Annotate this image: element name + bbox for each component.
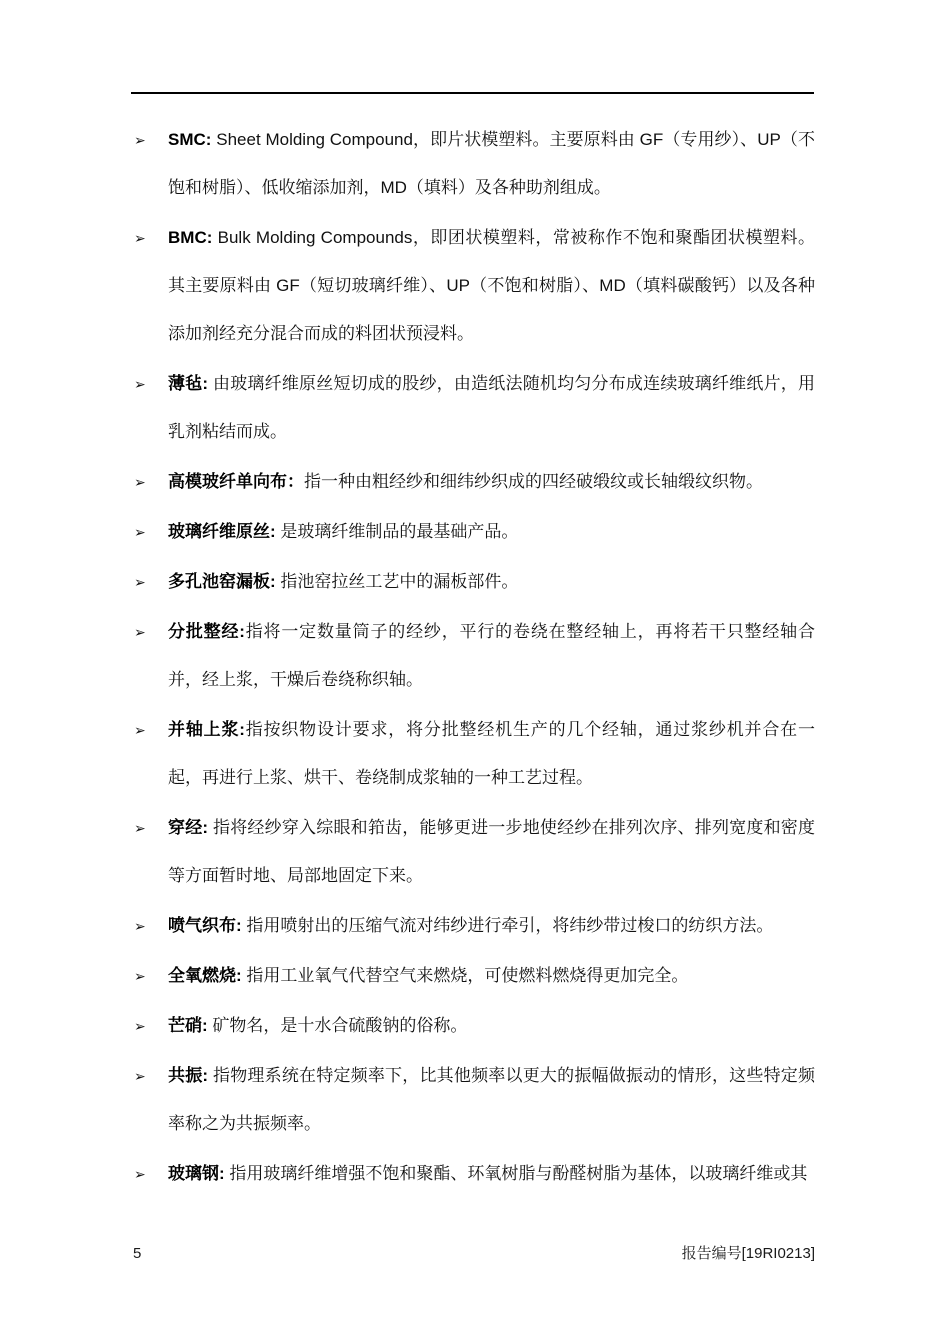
arrow-bullet-icon: ➢ — [134, 474, 146, 490]
glossary-item — [133, 608, 815, 704]
glossary-term: 薄毡: — [168, 374, 209, 393]
glossary-term: 共振: — [168, 1066, 209, 1085]
glossary-definition: 指按织物设计要求，将分批整经机生产的几个经轴，通过浆纱机并合在一起，再进行上浆、烘干、卷绕制成浆轴的一种工艺过程。 — [168, 720, 815, 787]
arrow-bullet-icon: ➢ — [134, 132, 146, 148]
glossary-term: 玻璃纤维原丝: — [168, 522, 276, 541]
glossary-definition: 指用工业氧气代替空气来燃烧，可使燃料燃烧得更加完全。 — [241, 966, 689, 985]
glossary-term: BMC: — [168, 228, 213, 247]
glossary-item — [133, 214, 815, 358]
glossary-item — [133, 1002, 815, 1050]
arrow-bullet-icon: ➢ — [134, 1018, 146, 1034]
arrow-bullet-icon: ➢ — [134, 968, 146, 984]
glossary-term: SMC: — [168, 130, 212, 149]
page-footer — [133, 1242, 815, 1263]
glossary-term: 喷气织布: — [168, 916, 242, 935]
glossary-definition: 指将经纱穿入综眼和筘齿，能够更进一步地使经纱在排列次序、排列宽度和密度等方面暂时地、局部地固定下来。 — [168, 818, 815, 885]
glossary-term: 高模玻纤单向布： — [168, 472, 304, 491]
arrow-bullet-icon: ➢ — [134, 1068, 146, 1084]
glossary-definition: 是玻璃纤维制品的最基础产品。 — [275, 522, 519, 541]
arrow-bullet-icon: ➢ — [134, 230, 146, 246]
glossary-item — [133, 804, 815, 900]
glossary-definition: 指一种由粗经纱和细纬纱织成的四经破缎纹或长轴缎纹织物。 — [304, 472, 763, 491]
glossary-definition: Bulk Molding Compounds，即团状模塑料，常被称作不饱和聚酯团状模塑料。其主要原料由 GF（短切玻璃纤维）、UP（不饱和树脂）、MD（填料碳酸钙）以及各种添加剂经充分混合而成的料团状预浸料。 — [168, 228, 815, 343]
glossary-definition: 指池窑拉丝工艺中的漏板部件。 — [275, 572, 519, 591]
glossary-term: 并轴上浆: — [168, 720, 245, 739]
glossary-content — [133, 116, 815, 1200]
glossary-term: 芒硝: — [168, 1016, 208, 1035]
glossary-item — [133, 902, 815, 950]
arrow-bullet-icon: ➢ — [134, 376, 146, 392]
report-id: 报告编号[19RI0213] — [681, 1245, 815, 1262]
glossary-definition: 指用玻璃纤维增强不饱和聚酯、环氧树脂与酚醛树脂为基体，以玻璃纤维或其 — [224, 1164, 808, 1183]
glossary-definition: 指物理系统在特定频率下，比其他频率以更大的振幅做振动的情形，这些特定频率称之为共振频率。 — [168, 1066, 815, 1133]
glossary-term: 玻璃钢: — [168, 1164, 225, 1183]
arrow-bullet-icon: ➢ — [134, 574, 146, 590]
glossary-item — [133, 706, 815, 802]
glossary-term: 多孔池窑漏板: — [168, 572, 276, 591]
arrow-bullet-icon: ➢ — [134, 918, 146, 934]
glossary-item — [133, 458, 815, 506]
glossary-item — [133, 558, 815, 606]
glossary-item — [133, 360, 815, 456]
arrow-bullet-icon: ➢ — [134, 722, 146, 738]
glossary-definition: 矿物名，是十水合硫酸钠的俗称。 — [207, 1016, 468, 1035]
glossary-item — [133, 116, 815, 212]
glossary-definition: 指用喷射出的压缩气流对纬纱进行牵引，将纬纱带过梭口的纺织方法。 — [241, 916, 774, 935]
glossary-item — [133, 508, 815, 556]
page-number: 5 — [133, 1245, 142, 1262]
glossary-definition: 指将一定数量筒子的经纱，平行的卷绕在整经轴上，再将若干只整经轴合并，经上浆，干燥后卷绕称织轴。 — [168, 622, 815, 689]
glossary-list — [133, 116, 815, 1198]
glossary-item — [133, 1150, 815, 1198]
glossary-definition: 由玻璃纤维原丝短切成的股纱，由造纸法随机均匀分布成连续玻璃纤维纸片，用乳剂粘结而成。 — [168, 374, 815, 441]
header-rule — [131, 92, 814, 94]
arrow-bullet-icon: ➢ — [134, 820, 146, 836]
glossary-definition: Sheet Molding Compound，即片状模塑料。主要原料由 GF（专用纱）、UP（不饱和树脂）、低收缩添加剂，MD（填料）及各种助剂组成。 — [168, 130, 815, 197]
glossary-term: 穿经: — [168, 818, 209, 837]
glossary-term: 分批整经: — [168, 622, 245, 641]
glossary-item — [133, 952, 815, 1000]
arrow-bullet-icon: ➢ — [134, 1166, 146, 1182]
arrow-bullet-icon: ➢ — [134, 624, 146, 640]
glossary-term: 全氧燃烧: — [168, 966, 242, 985]
glossary-item — [133, 1052, 815, 1148]
arrow-bullet-icon: ➢ — [134, 524, 146, 540]
